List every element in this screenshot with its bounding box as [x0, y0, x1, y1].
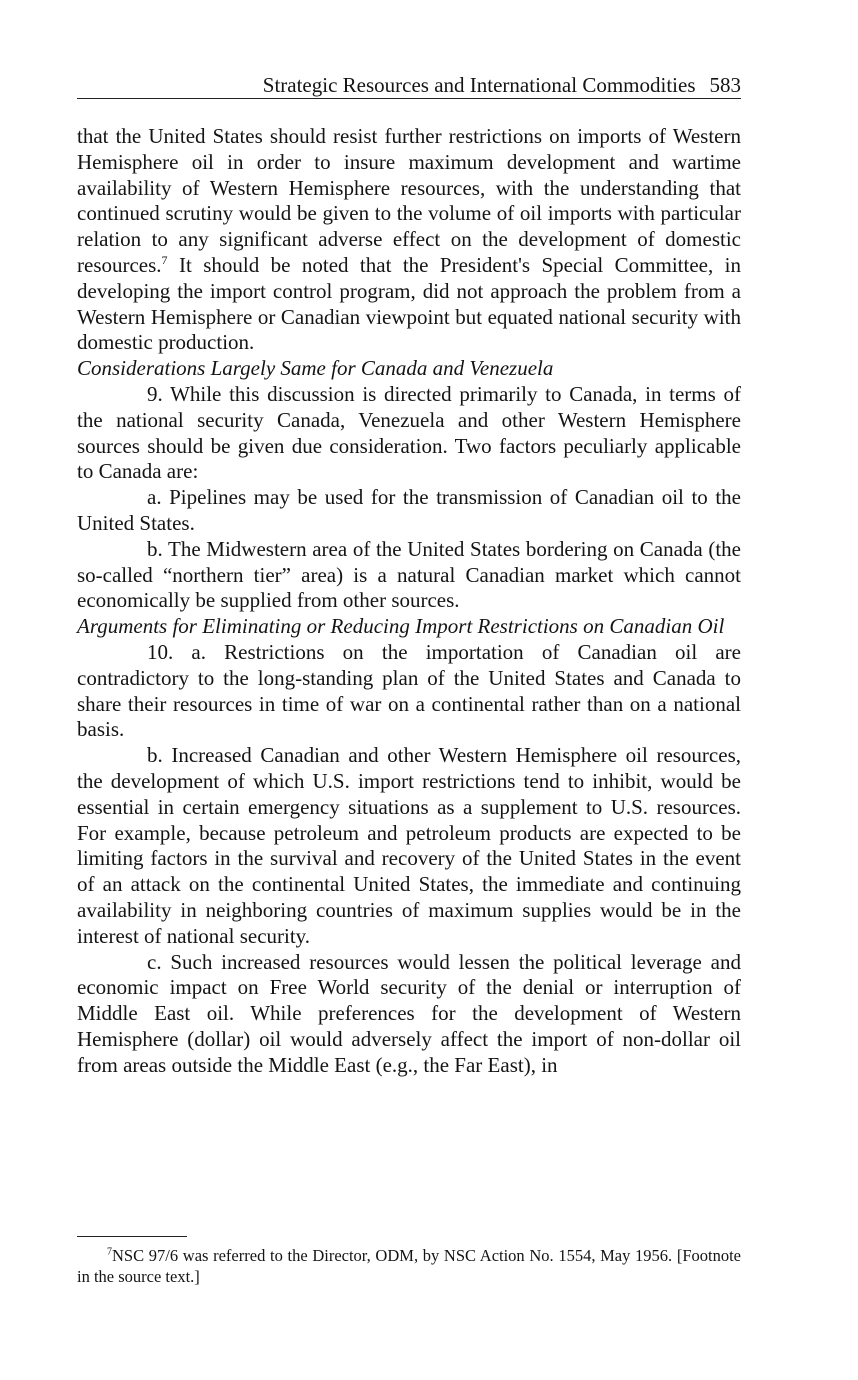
paragraph-text: It should be noted that the President's Special Committee, in developing the import control program, did not approach the problem from a Western Hemisphere or Canadian viewpoint but equated national security with domestic production.	[77, 252, 741, 355]
paragraph-10a: 10. a. Restrictions on the importation of Canadian oil are contradictory to the long-standing plan of the United States and Canada to share their resources in time of war on a continental rather than on a national basis.	[77, 639, 741, 742]
paragraph-continued	[77, 124, 741, 356]
paragraph-9: 9. While this discussion is directed primarily to Canada, in terms of the national security Canada, Venezuela and other Western Hemisphere sources should be given due consideration. Two factors peculiarly applicable to Canada are:	[77, 381, 741, 484]
footnote-divider	[77, 1236, 187, 1237]
footnote-text: NSC 97/6 was referred to the Director, ODM, by NSC Action No. 1554, May 1956. [Footnote in the source text.]	[77, 1246, 741, 1286]
section-heading: Considerations Largely Same for Canada and Venezuela	[77, 356, 554, 381]
paragraph-10c: c. Such increased resources would lessen the political leverage and economic impact on Free World security of the denial or interruption of Middle East oil. While preferences for the development of Western Hemisphere (dollar) oil would adversely affect the import of non-dollar oil from areas outside the Middle East (e.g., the Far East), in	[77, 949, 741, 1077]
page-number: 583	[709, 73, 741, 97]
paragraph-9a: a. Pipelines may be used for the transmission of Canadian oil to the United States.	[77, 485, 741, 535]
footnote	[77, 1245, 741, 1287]
section-heading: Arguments for Eliminating or Reducing Import Restrictions on Canadian Oil	[77, 614, 725, 639]
running-title: Strategic Resources and International Commodities	[262, 73, 696, 97]
paragraph-10b: b. Increased Canadian and other Western Hemisphere oil resources, the development of which U.S. import restrictions tend to inhibit, would be essential in certain emergency situations as a supplement to U.S. resources. For example, because petroleum and petroleum products are expected to be limiting factors in the survival and recovery of the United States in the event of an attack on the continental United States, the immediate and continuing availability in neighboring countries of maximum supplies would be in the interest of national security.	[77, 743, 741, 948]
running-header	[77, 72, 741, 99]
paragraph-9b: b. The Midwestern area of the United States bordering on Canada (the so-called “northern tier” area) is a natural Canadian market which cannot economically be supplied from other sources.	[77, 536, 741, 613]
footnote-marker: 7	[107, 1246, 112, 1258]
footnote-reference: 7	[161, 252, 168, 267]
paragraph-text: that the United States should resist further restrictions on imports of Western Hemisphere oil in order to insure maximum development and wartime availability of Western Hemisphere resources, with the understanding that continued scrutiny would be given to the volume of oil imports with particular relation to any significant adverse effect on the development of domestic resources.	[77, 124, 741, 277]
body-text	[77, 124, 741, 1078]
